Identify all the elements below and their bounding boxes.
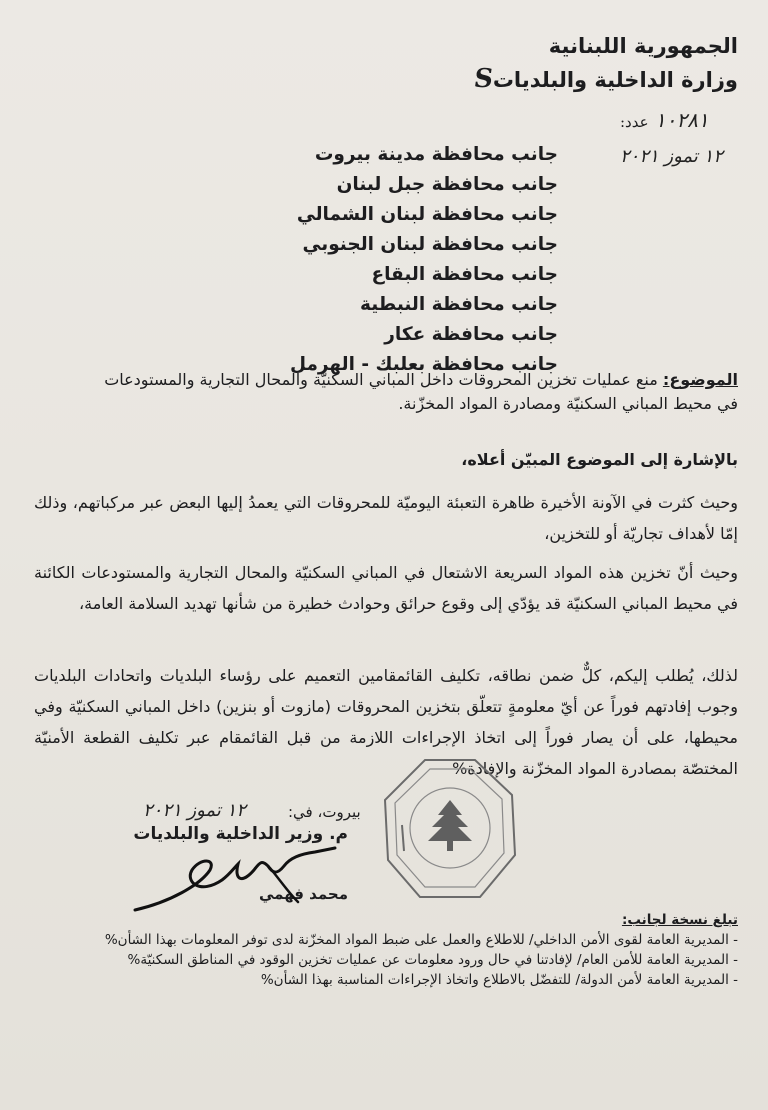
recipient: جانب محافظة عكار [384, 324, 558, 345]
ministry-name-text: وزارة الداخلية والبلديات [492, 68, 738, 92]
recipient: جانب محافظة بعلبك - الهرمل [289, 354, 558, 375]
ministry-logo-icon: S [472, 64, 496, 94]
letter-date: ١٢ تموز ٢٠٢١ [620, 146, 723, 167]
letterhead [470, 30, 738, 97]
signing-place: بيروت، في: [288, 803, 361, 821]
recipient: جانب محافظة لبنان الشمالي [296, 204, 558, 225]
handwritten-signature [130, 840, 350, 920]
signatory-title-prefix: م. [329, 824, 348, 844]
copy-recipient: - المديرية العامة لقوى الأمن الداخلي/ للاطلاع والعمل على ضبط المواد المخزّنة لدى توفر المعلومات بهذا الشأن% [104, 932, 738, 948]
republic-name: الجمهورية اللبنانية [548, 34, 738, 58]
ministry-name [470, 63, 738, 97]
recipients-list [290, 140, 558, 380]
reference-number-value: ١٠٢٨١ [654, 108, 709, 132]
signing-date: ١٢ تموز ٢٠٢١ [143, 800, 246, 821]
recipient: جانب محافظة لبنان الجنوبي [302, 234, 558, 255]
reference-number [620, 108, 709, 132]
copy-recipient: - المديرية العامة للأمن العام/ لإفادتنا في حال ورود معلومات عن عمليات تخزين الوقود في المناطق السكنيّة% [127, 952, 738, 968]
body-paragraph: وحيث أنّ تخزين هذه المواد السريعة الاشتعال في المباني السكنيّة والمحال التجارية والمستودعات الكائنة في محيط المباني السكنيّة قد يؤدّي إلى وقوع حرائق وحوادث خطيرة من شأنها تهديد السلامة العامة، [34, 563, 738, 613]
signatory-title-text: وزير الداخلية والبلديات [133, 824, 324, 844]
recipient: جانب محافظة جبل لبنان [336, 174, 558, 195]
recipient: جانب محافظة النبطية [360, 294, 558, 315]
signatory-name: محمد فهمي [259, 885, 348, 903]
cedar-tree-icon [428, 800, 472, 851]
copies-to [40, 910, 738, 990]
recipient: جانب محافظة مدينة بيروت [314, 144, 558, 165]
subject-text: منع عمليات تخزين المحروقات داخل المباني السكنيّة والمحال التجارية والمستودعات في محيط المباني السكنيّة ومصادرة المواد المخزّنة. [104, 370, 738, 413]
subject-label: الموضوع: [662, 370, 738, 389]
copies-to-label: تبلغ نسخة لجانب: [621, 912, 738, 928]
recipient: جانب محافظة البقاع [371, 264, 558, 285]
reference-line: بالإشارة إلى الموضوع المبيّن أعلاه، [461, 450, 738, 469]
body-paragraph: وحيث كثرت في الآونة الأخيرة ظاهرة التعبئة اليوميّة للمحروقات التي يعمدُ إليها البعض عبر مركباتهم، وذلك إمّا لأهداف تجاريّة أو للتخزين، [34, 493, 738, 543]
ministry-seal [380, 755, 520, 905]
body-paragraph: لذلك، يُطلب إليكم، كلٌّ ضمن نطاقه، تكليف القائمقامين التعميم على رؤساء البلديات واتحادات البلديات وجوب إفادتهم فوراً عن أيّ معلومةٍ تتعلّق بتخزين المحروقات (مازوت أو بنزين) داخل المباني السكنيّة وفي محيطها، على أن يصار فوراً إلى اتخاذ الإجراءات اللازمة من قبل القائمقام عبر تكليف القطعة الأمنيّة المختصّة بمصادرة المواد المخزّنة والإفادة% [34, 666, 738, 778]
reference-label: عدد: [620, 113, 649, 131]
subject [100, 368, 738, 416]
copy-recipient: - المديرية العامة لأمن الدولة/ للتفضّل بالاطلاع واتخاذ الإجراءات المناسبة بهذا الشأن% [260, 972, 738, 988]
